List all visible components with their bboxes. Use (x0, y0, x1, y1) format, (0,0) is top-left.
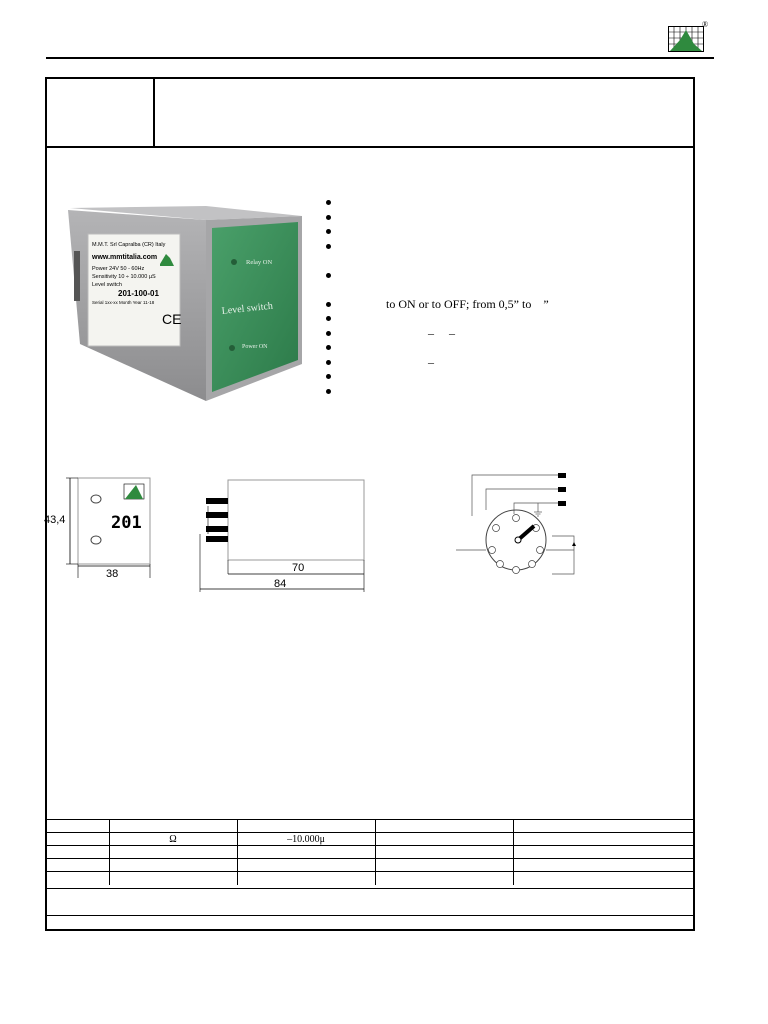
front-height-dim: 43,4 (44, 514, 66, 526)
registered-mark: ® (702, 20, 709, 29)
header-divider-vertical (153, 79, 155, 147)
feature-bullet (322, 370, 682, 385)
wiring-diagram (452, 466, 582, 578)
photo-power: Power 24V 50 - 60Hz (92, 266, 145, 272)
front-model-number: 201 (111, 513, 142, 533)
front-title: Level switch (221, 300, 274, 317)
terminal (558, 473, 566, 478)
front-view-drawing (44, 470, 156, 582)
ce-mark: CE (162, 311, 182, 327)
spec-table (47, 819, 693, 885)
photo-website: www.mmtitalia.com (92, 254, 158, 261)
feature-list (322, 196, 682, 399)
terminal (558, 501, 566, 506)
pin (206, 512, 228, 518)
pin (206, 536, 228, 542)
header-rule (46, 57, 714, 59)
photo-model-code: 201-100-01 (118, 289, 159, 298)
pin (206, 498, 228, 504)
header-divider-horizontal (47, 146, 693, 148)
product-photo (66, 196, 306, 406)
feature-bullet: to ON or to OFF; from 0,5” to ” (322, 298, 682, 313)
side-view-drawing (196, 476, 372, 594)
feature-bullet (322, 225, 682, 240)
feature-bullet (322, 385, 682, 400)
footer-rule-2 (47, 915, 693, 916)
feature-bullet: – – (322, 327, 682, 342)
feature-bullet (322, 240, 682, 255)
footer-rule-1 (47, 888, 693, 889)
terminal (558, 487, 566, 492)
table-row (47, 859, 693, 872)
power-led-label: Power ON (242, 344, 268, 350)
power-led (229, 345, 235, 351)
pin (206, 526, 228, 532)
table-row (47, 846, 693, 859)
table-row (47, 872, 693, 885)
photo-serial: Serial 1xx-xx Month Year 11-18 (92, 300, 155, 305)
feature-bullet (322, 341, 682, 356)
table-row (47, 820, 693, 833)
relay-led-label: Relay ON (246, 259, 273, 266)
front-width-dim: 38 (106, 568, 119, 580)
side-total-dim: 84 (274, 578, 287, 590)
feature-bullet: – (322, 356, 682, 371)
side-depth-dim: 70 (292, 562, 305, 574)
photo-model-label: Level switch (92, 282, 122, 288)
table-row: Ω –10.000μ (47, 833, 693, 846)
feature-bullet (322, 269, 682, 284)
feature-bullet (322, 196, 682, 211)
photo-sensitivity: Sensitivity 10 ÷ 10.000 µS (92, 274, 156, 280)
relay-led (231, 259, 237, 265)
feature-bullet (322, 312, 682, 327)
photo-brand-line: M.M.T. Srl Capralba (CR) Italy (92, 242, 166, 248)
feature-bullet (322, 211, 682, 226)
company-logo (668, 26, 704, 52)
